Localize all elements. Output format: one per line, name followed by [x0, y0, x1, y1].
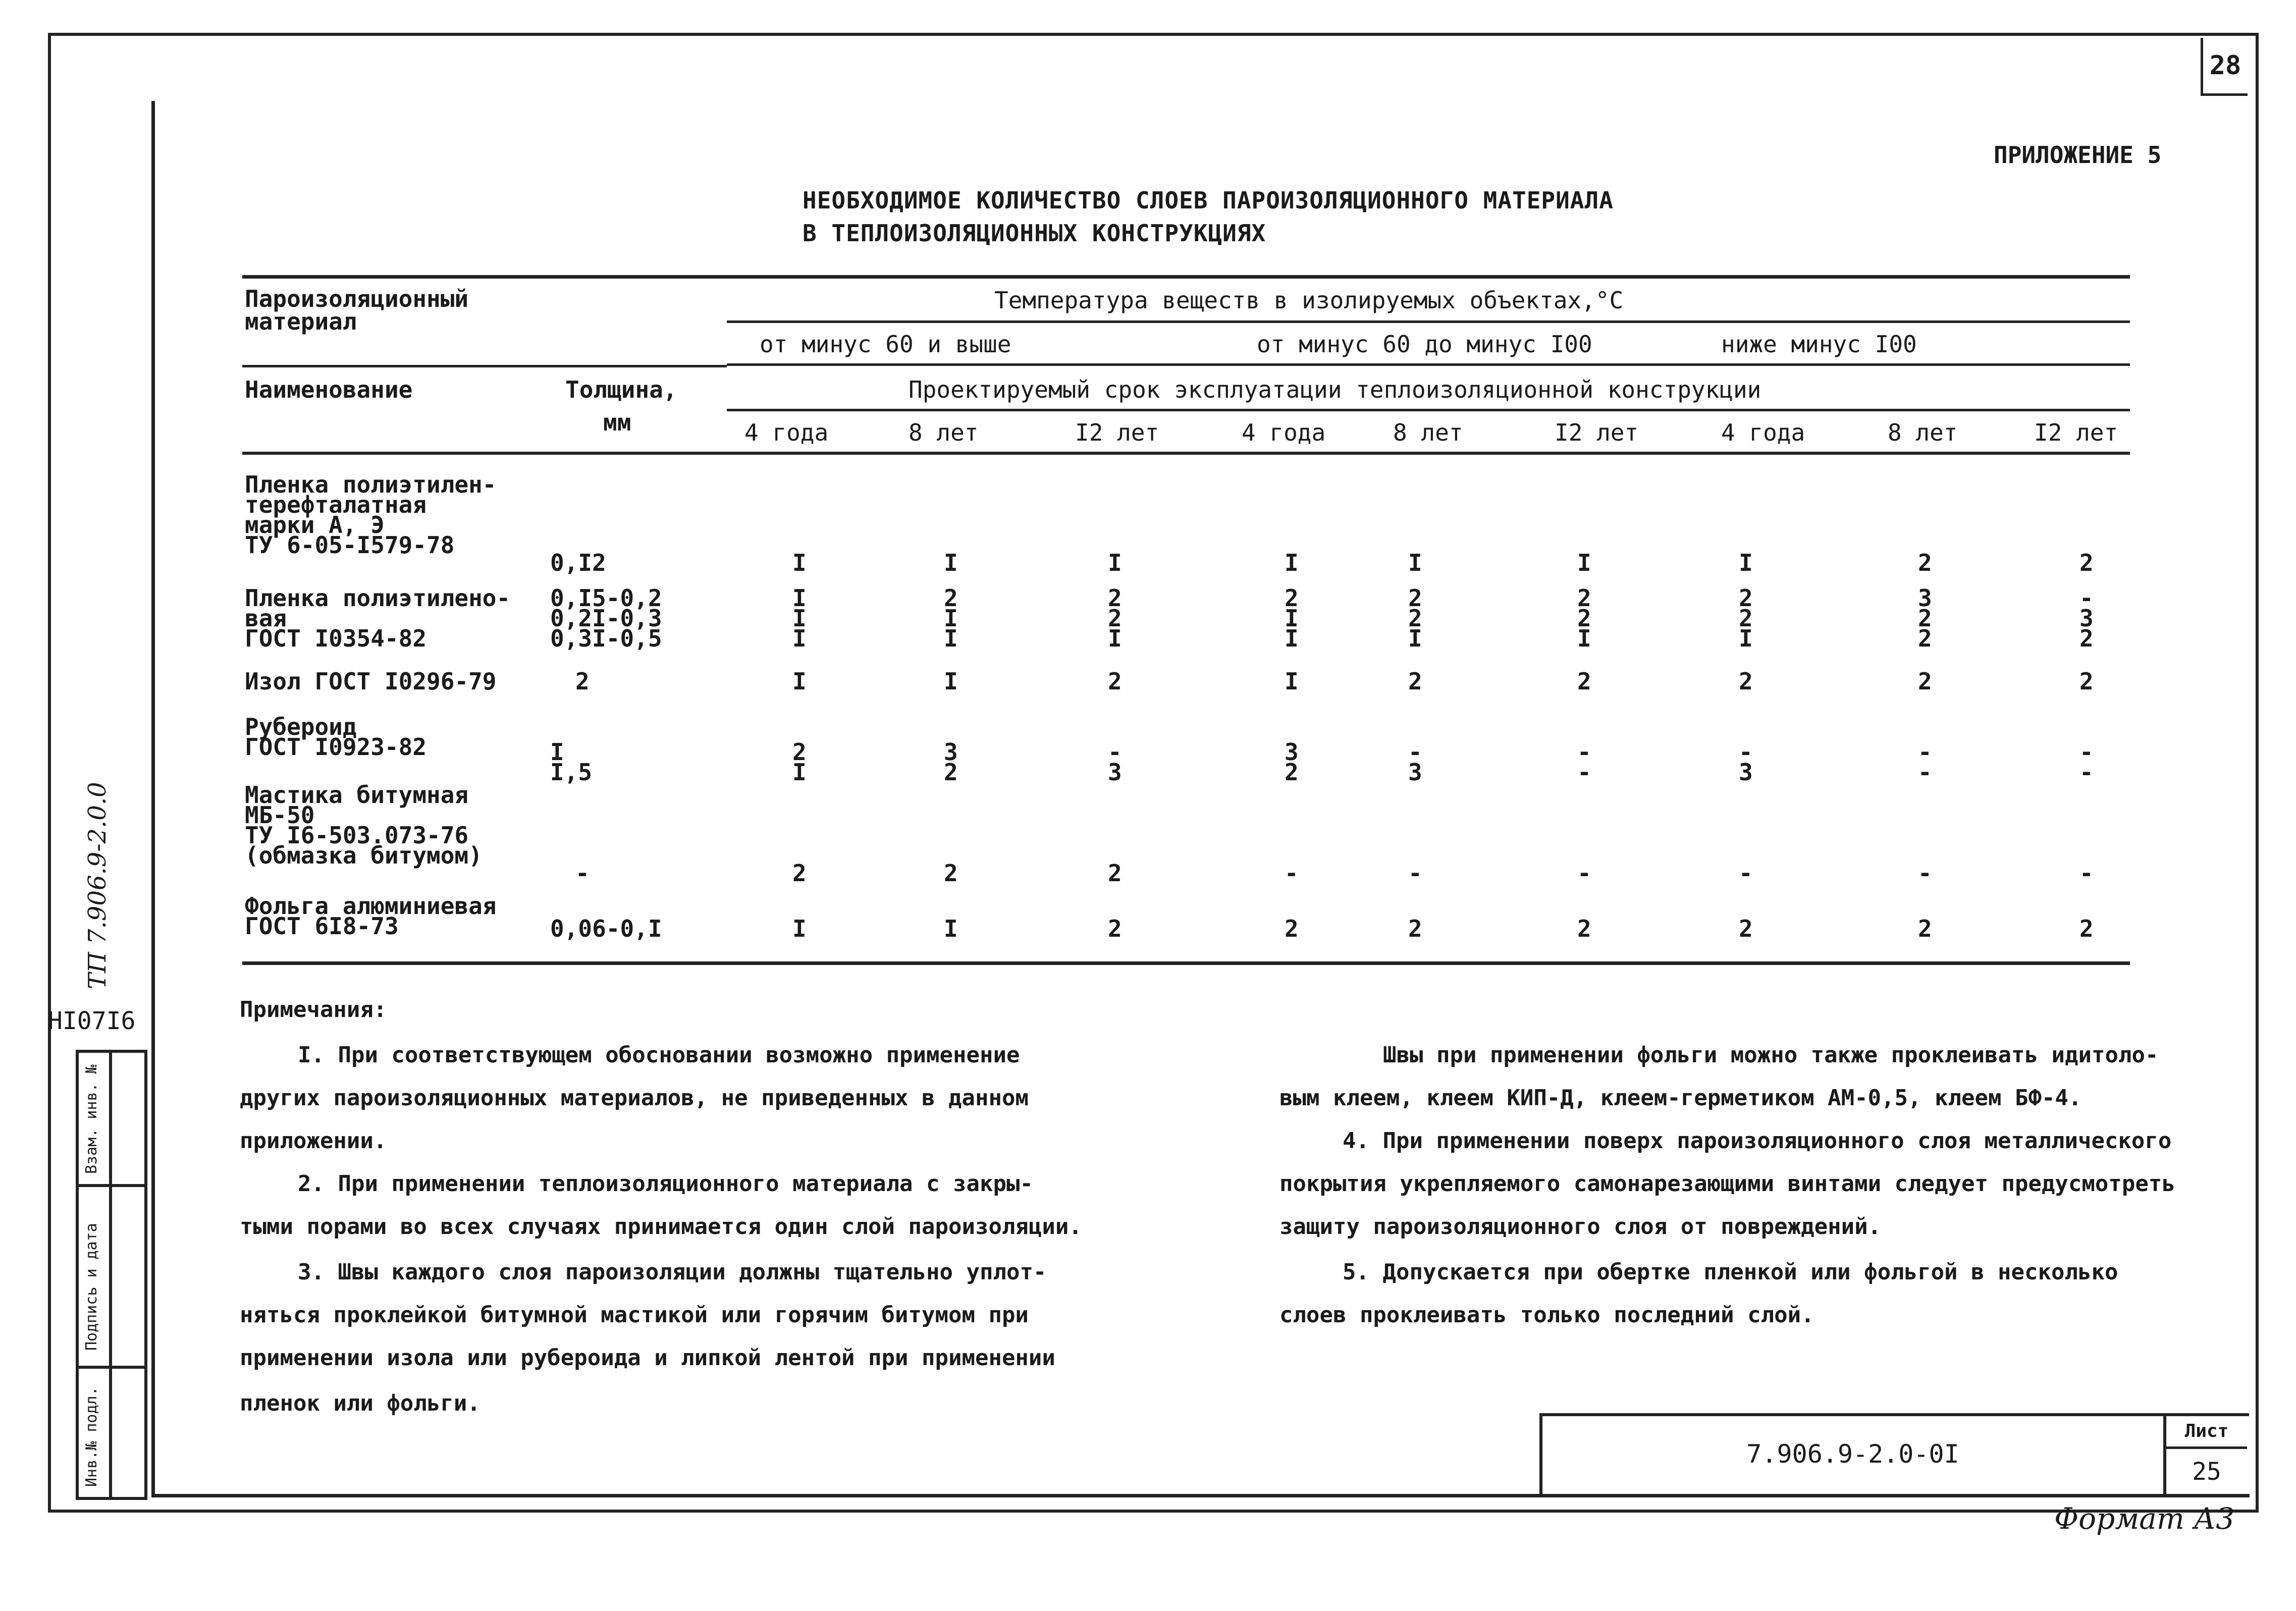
note-line: няться проклейкой битумной мастикой или горячим битумом при [240, 1302, 1029, 1328]
row-value: 2 [2079, 915, 2094, 942]
col-material-l2: материал [245, 308, 357, 335]
row-value: - 3 [1739, 738, 1753, 786]
row-value: - [1285, 860, 1299, 887]
format-label: Формат А3 [2054, 1501, 2235, 1536]
row-value: 3 2 [944, 738, 958, 786]
row-value: 2 I [792, 738, 807, 786]
inventory-number: НI07I6 [48, 1007, 136, 1035]
row-value: - [1918, 860, 1932, 887]
col-thickness-l2: мм [603, 409, 631, 436]
side-stamp-strip [76, 1050, 147, 1500]
term-6: I2 лет [1555, 419, 1639, 446]
row-value: 2 [1408, 668, 1422, 695]
col-material-l1: Пароизоляционный [245, 285, 469, 312]
col-name: Наименование [245, 376, 413, 403]
note-line: I. При соответствующем обосновании возможно применение [298, 1042, 1020, 1068]
row-value: 2 [1739, 668, 1753, 695]
sheet-label: Лист [2166, 1416, 2247, 1449]
row-value: 2 2 I [1408, 584, 1422, 652]
side-strip-rule-1 [79, 1184, 144, 1187]
term-4: 4 года [1242, 419, 1326, 446]
corner-sheet-number: 28 [2201, 38, 2248, 96]
note-line: приложении. [240, 1128, 387, 1154]
note-line: тыми порами во всех случаях принимается один слой пароизоляции. [240, 1214, 1082, 1240]
row-value: I [1577, 549, 1591, 576]
row-value: 2 [1918, 668, 1932, 695]
table-rule-service [727, 409, 2130, 411]
row-value: 2 [1108, 915, 1122, 942]
note-line: 3. Швы каждого слоя пароизоляции должны тщательно уплот- [298, 1259, 1047, 1285]
row-value: I [1108, 549, 1122, 576]
side-strip-separator [109, 1053, 112, 1497]
row-value: 2 [1918, 549, 1932, 576]
row-value: - - [1577, 738, 1591, 786]
row-value: 2 I I [944, 584, 958, 652]
row-value: - - [1918, 738, 1932, 786]
row-value: 2 [1577, 915, 1591, 942]
row-thickness: 2 [575, 668, 590, 695]
note-line: 2. При применении теплоизоляционного материала с закры- [298, 1171, 1033, 1197]
term-3: I2 лет [1075, 419, 1159, 446]
row-value: 3 2 2 [1918, 584, 1932, 652]
row-value: I [944, 549, 958, 576]
note-line: других пароизоляционных материалов, не приведенных в данном [240, 1085, 1029, 1111]
row-value: I [944, 915, 958, 942]
note-line: вым клеем, клеем КИП-Д, клеем-герметиком АМ-0,5, клеем БФ-4. [1279, 1085, 2082, 1111]
title-line-1: НЕОБХОДИМОЕ КОЛИЧЕСТВО СЛОЕВ ПАРОИЗОЛЯЦИОННОГО МАТЕРИАЛА [803, 187, 1614, 214]
table-bottom-rule [242, 961, 2130, 965]
row-value: I [944, 668, 958, 695]
row-value: 2 [1577, 668, 1591, 695]
temp-group-3: ниже минус I00 [1721, 331, 1917, 358]
row-value: - [2079, 860, 2094, 887]
row-value: 2 [2079, 668, 2094, 695]
row-value: I [1285, 549, 1299, 576]
row-value: I [792, 668, 807, 695]
row-value: 2 [1108, 860, 1122, 887]
row-value: 2 [1918, 915, 1932, 942]
notes-heading: Примечания: [240, 997, 387, 1023]
term-7: 4 года [1721, 419, 1805, 446]
row-value: 2 [1285, 915, 1299, 942]
row-value: - [1739, 860, 1753, 887]
term-8: 8 лет [1888, 419, 1958, 446]
title-line-2: В ТЕПЛОИЗОЛЯЦИОННЫХ КОНСТРУКЦИЯХ [803, 220, 1266, 247]
row-value: 2 [2079, 549, 2094, 576]
term-2: 8 лет [909, 419, 979, 446]
row-thickness: I I,5 [550, 738, 593, 786]
field-original-inventory: Инв.№ подл. [83, 1386, 100, 1487]
appendix-label: ПРИЛОЖЕНИЕ 5 [1994, 141, 2162, 169]
temp-header: Температура веществ в изолируемых объектах,°С [994, 287, 1624, 314]
row-value: - [1577, 860, 1591, 887]
term-1: 4 года [744, 419, 829, 446]
row-value: 2 2 I [1577, 584, 1591, 652]
row-value: 2 [944, 860, 958, 887]
table-header-bottom-rule [242, 452, 2130, 455]
row-value: - - [2079, 738, 2094, 786]
col-thickness-l1: Толщина, [565, 376, 677, 403]
table-rule-groups [727, 363, 2130, 366]
row-value: - [1408, 860, 1422, 887]
row-value: 3 2 [1285, 738, 1299, 786]
row-value: - 3 2 [2079, 584, 2094, 652]
field-signature-date: Подпись и дата [83, 1223, 100, 1351]
row-thickness: 0,I5-0,2 0,2I-0,3 0,3I-0,5 [550, 584, 662, 652]
row-name: Изол ГОСТ I0296-79 [245, 668, 497, 695]
note-line: слоев проклеивать только последний слой. [1279, 1302, 1814, 1328]
note-line: 4. При применении поверх пароизоляционного слоя металлического [1343, 1128, 2172, 1154]
note-line: Швы при применении фольги можно также проклеивать идитоло- [1383, 1042, 2159, 1068]
term-5: 8 лет [1393, 419, 1463, 446]
table-rule-left [242, 365, 727, 367]
row-value: - 3 [1408, 738, 1422, 786]
note-line: защиту пароизоляционного слоя от повреждений. [1279, 1214, 1882, 1240]
service-header: Проектируемый срок эксплуатации теплоизоляционной конструкции [909, 376, 1761, 403]
row-value: - 3 [1108, 738, 1122, 786]
row-thickness: - [575, 860, 590, 887]
row-value: 2 2 I [1108, 584, 1122, 652]
row-name: Рубероид ГОСТ I0923-82 [245, 713, 427, 761]
row-value: I [1739, 549, 1753, 576]
row-value: 2 [1108, 668, 1122, 695]
title-block [1539, 1413, 2249, 1497]
temp-group-1: от минус 60 и выше [760, 331, 1011, 358]
note-line: пленок или фольги. [240, 1390, 480, 1416]
field-replace-inventory: Взам. инв. № [83, 1064, 100, 1174]
sheet-number: 25 [2192, 1458, 2221, 1486]
row-value: 2 [1408, 915, 1422, 942]
row-thickness: 0,I2 [550, 549, 606, 576]
row-value: 2 2 I [1739, 584, 1753, 652]
row-value: 2 [792, 860, 807, 887]
note-line: применении изола или рубероида и липкой лентой при применении [240, 1345, 1055, 1371]
table-rule-temp [727, 320, 2130, 323]
row-value: 2 [1739, 915, 1753, 942]
row-name: Пленка полиэтилен- терефталатная марки А, Э ТУ 6-05-I579-78 [245, 471, 497, 559]
document-code: 7.906.9-2.0-0I [1746, 1439, 1959, 1469]
side-strip-rule-2 [79, 1366, 144, 1369]
note-line: 5. Допускается при обертке пленкой или фольгой в несколько [1343, 1259, 2118, 1285]
temp-group-2: от минус 60 до минус I00 [1257, 331, 1592, 358]
row-name: Фольга алюминиевая ГОСТ 6I8-73 [245, 892, 497, 940]
row-name: Мастика битумная МБ-50 ТУ I6-503.073-76 (обмазка битумом) [245, 781, 483, 869]
tp-code: ТП 7.906.9-2.0.0 [83, 782, 112, 989]
note-line: покрытия укрепляемого самонарезающими винтами следует предусмотреть [1279, 1171, 2175, 1197]
row-name: Пленка полиэтилено- вая ГОСТ I0354-82 [245, 584, 511, 652]
row-value: I I I [792, 584, 807, 652]
term-9: I2 лет [2034, 419, 2118, 446]
row-thickness: 0,06-0,I [550, 915, 662, 942]
row-value: 2 I I [1285, 584, 1299, 652]
row-value: I [792, 549, 807, 576]
table-top-rule [242, 275, 2130, 279]
row-value: I [1408, 549, 1422, 576]
row-value: I [792, 915, 807, 942]
row-value: I [1285, 668, 1299, 695]
